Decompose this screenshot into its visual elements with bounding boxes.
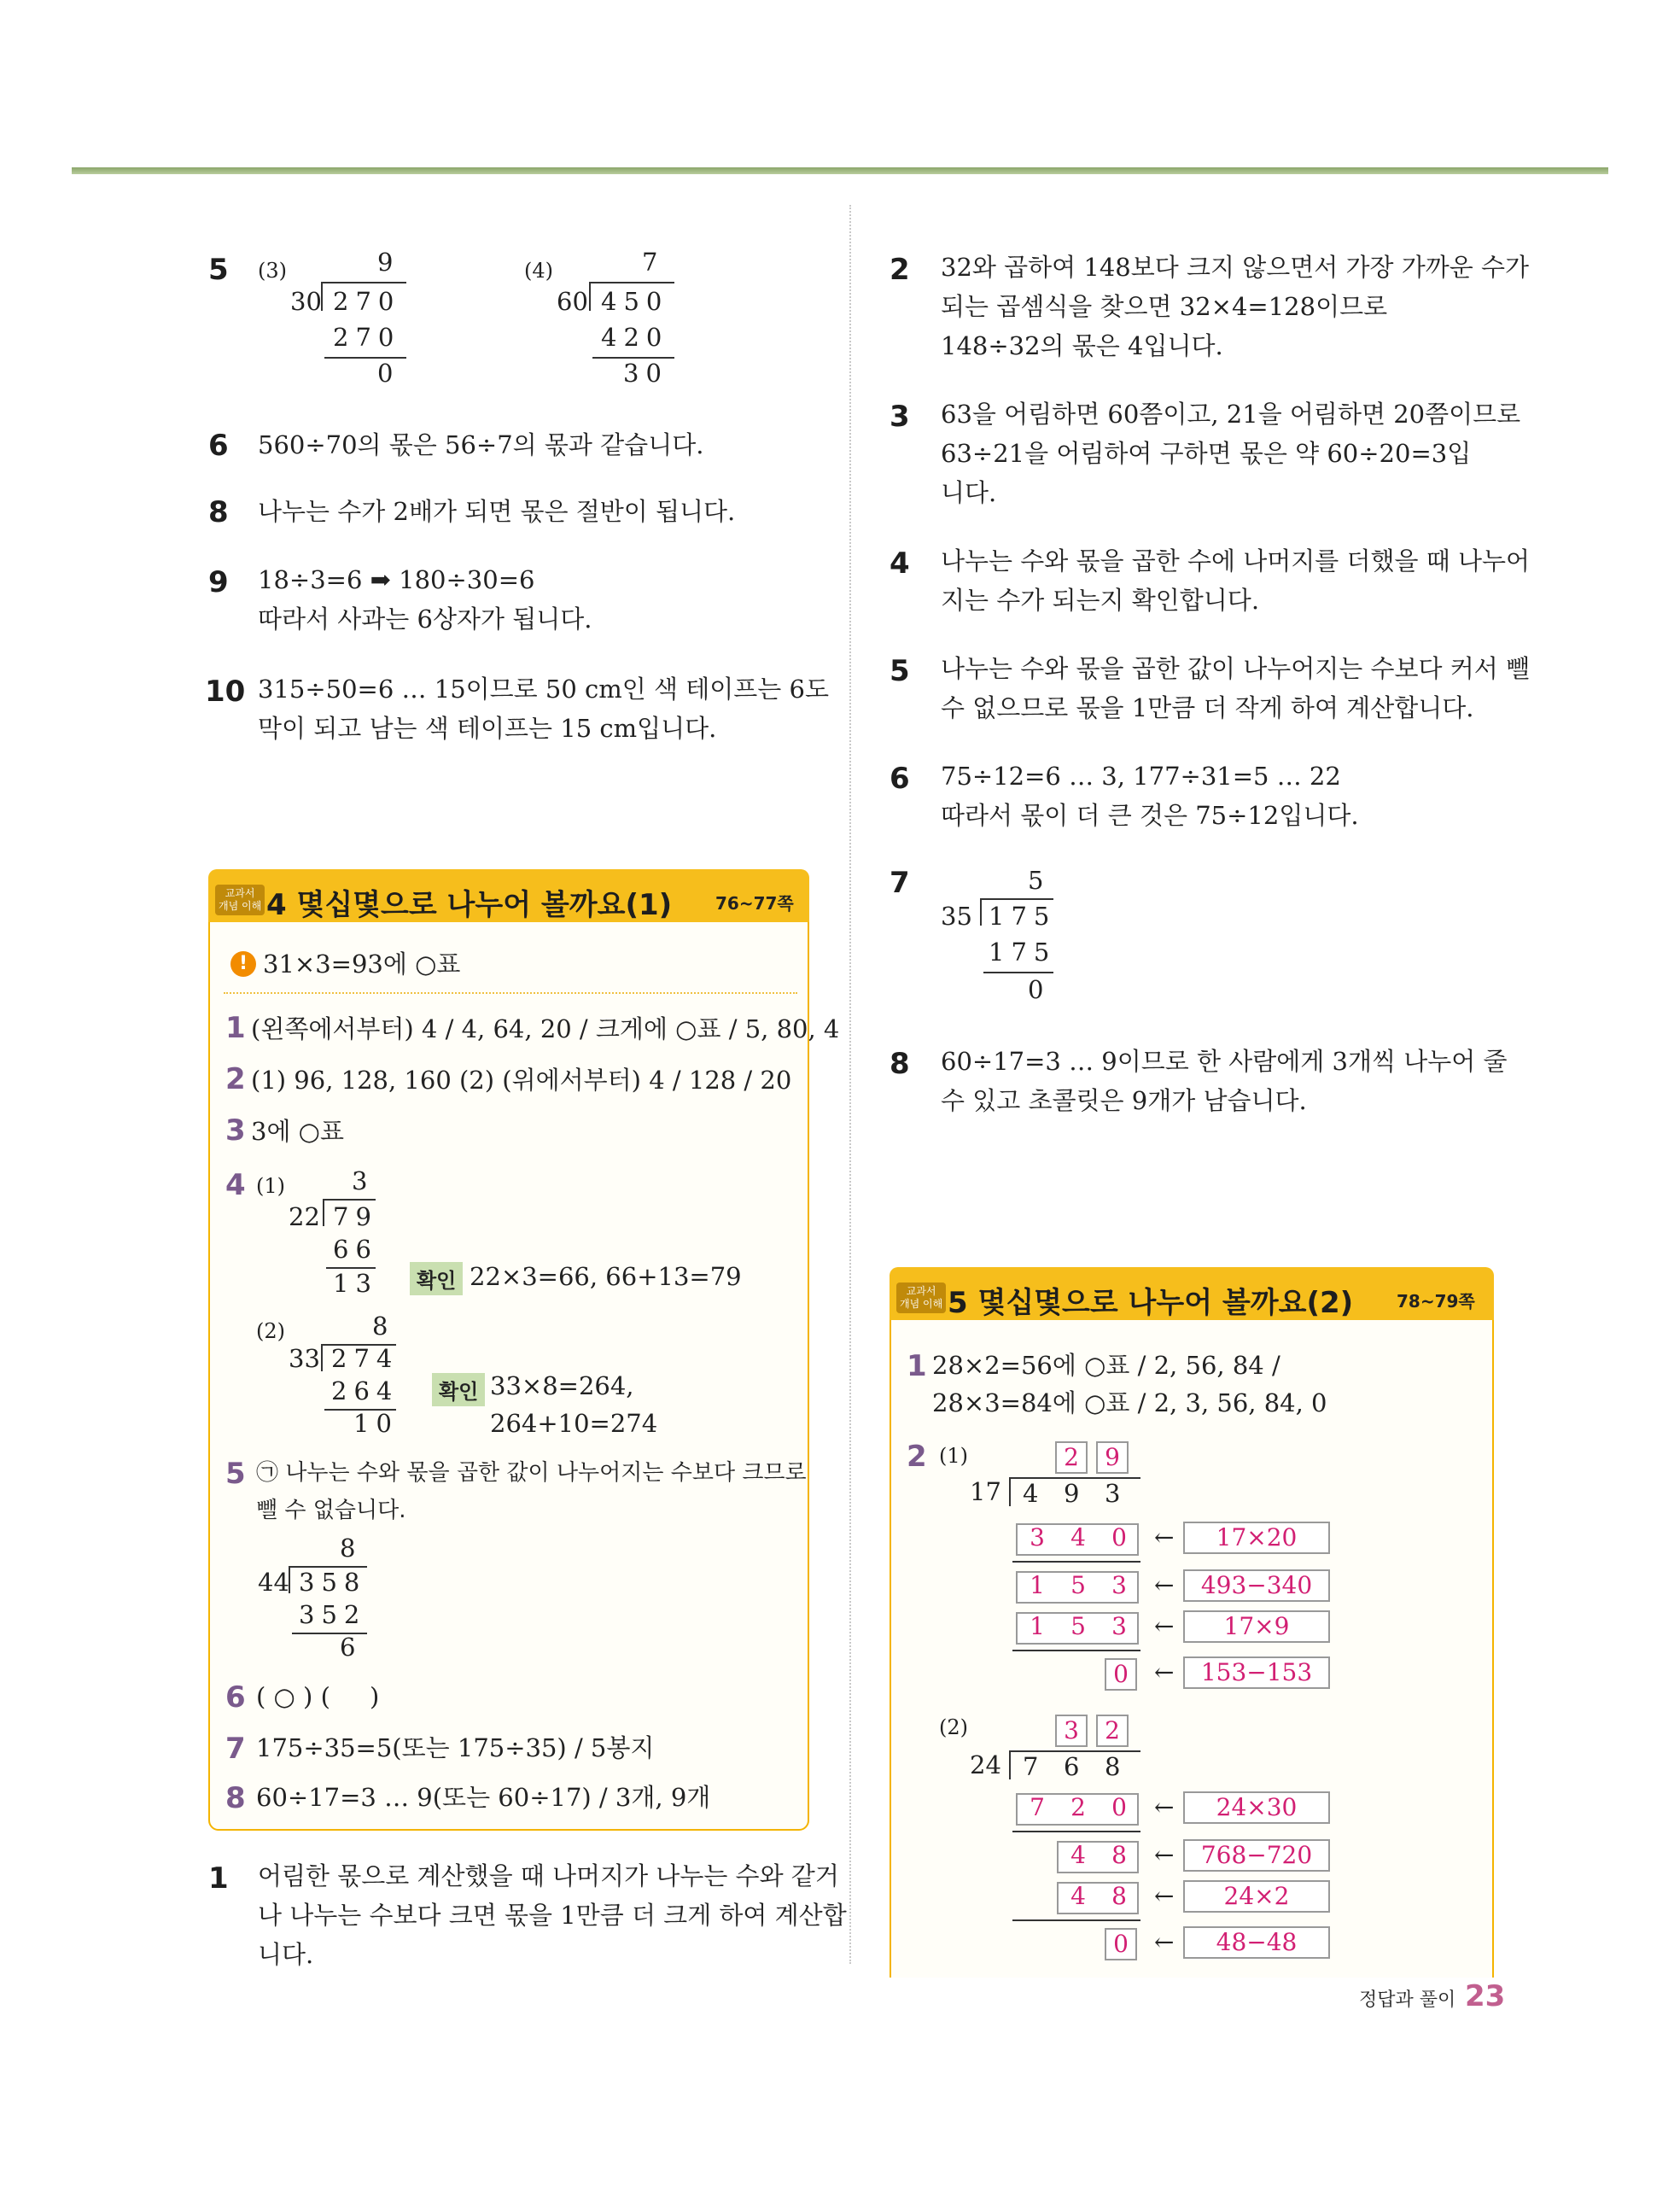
- quotient: 3: [352, 1166, 375, 1195]
- box-title: 4 몇십몇으로 나누어 볼까요(1): [266, 888, 673, 922]
- problem-text: 어림한 몫으로 계산했을 때 나머지가 나누는 수와 같거: [258, 1861, 839, 1890]
- question-number: 2: [225, 1062, 246, 1096]
- division-bar: [589, 282, 674, 283]
- answer-digit-box: 9: [1096, 1441, 1129, 1474]
- expression-label: 24×30: [1183, 1791, 1330, 1824]
- exclamation-icon: !: [230, 951, 256, 977]
- digit: 0: [1111, 1523, 1127, 1551]
- question-answer: ㉠ 나누는 수와 몫을 곱한 값이 나누어지는 수보다 크므로: [256, 1460, 807, 1486]
- problem-text: 32와 곱하여 148보다 크지 않으면서 가장 가까운 수가: [941, 253, 1530, 282]
- dividend: 79: [333, 1202, 378, 1231]
- problem-number: 3: [890, 400, 910, 434]
- expression-label: 48−48: [1183, 1926, 1330, 1959]
- left-arrow-icon: ←: [1154, 1571, 1175, 1599]
- problem-number: 6: [890, 762, 910, 796]
- division-bracket: [589, 282, 591, 311]
- division-bar: [980, 898, 1053, 900]
- answer-digit-box: 2: [1096, 1715, 1129, 1747]
- expression-label: 493−340: [1183, 1569, 1330, 1602]
- problem-text: 63÷21을 어림하여 구하면 몫은 약 60÷20=3입: [941, 439, 1472, 468]
- problem-text: 나누는 수와 몫을 곱한 값이 나누어지는 수보다 커서 뺄: [941, 654, 1531, 683]
- problem-number: 5: [208, 253, 229, 287]
- question-number: 5: [225, 1457, 246, 1491]
- sub-label: (1): [939, 1444, 968, 1468]
- top-rule: [72, 167, 1608, 174]
- dotted-separator: [224, 992, 797, 994]
- question-answer: 175÷35=5(또는 175÷35) / 5봉지: [256, 1733, 655, 1762]
- question-answer: (1) 96, 128, 160 (2) (위에서부터) 4 / 128 / 20: [251, 1066, 792, 1095]
- divisor: 24: [970, 1750, 1001, 1779]
- question-number: 7: [225, 1732, 246, 1766]
- divisor: 22: [289, 1202, 320, 1231]
- digit: 3: [1030, 1523, 1045, 1551]
- division-bracket: [980, 898, 982, 926]
- expression-label: 24×2: [1183, 1880, 1330, 1913]
- footer-label: 정답과 풀이: [1359, 1989, 1456, 2011]
- subtrahend: 352: [299, 1600, 367, 1629]
- sub-label: (4): [524, 259, 553, 283]
- sub-line: [1012, 1650, 1140, 1651]
- question-answer: ( ○ ) ( ): [256, 1682, 380, 1711]
- question-number: 1: [907, 1349, 927, 1383]
- problem-number: 7: [890, 866, 910, 900]
- division-bracket: [321, 1344, 323, 1371]
- digit: 1: [1030, 1612, 1045, 1640]
- divisor: 35: [941, 902, 972, 931]
- question-number: 4: [225, 1168, 246, 1202]
- sub-label: (2): [256, 1319, 285, 1343]
- remainder: 13: [333, 1269, 378, 1298]
- dividend: 270: [333, 287, 401, 316]
- remainder: 0: [1028, 975, 1051, 1004]
- check-label: 확인: [432, 1373, 485, 1406]
- problem-text: 나누는 수가 2배가 되면 몫은 절반이 됩니다.: [258, 497, 736, 526]
- problem-number: 10: [205, 675, 246, 709]
- digit: 8: [1111, 1882, 1127, 1910]
- page-number: 23: [1465, 1979, 1506, 2013]
- digit: 3: [1111, 1612, 1127, 1640]
- digit: 4: [1070, 1882, 1086, 1910]
- question-number: 1: [225, 1011, 246, 1045]
- expression-label: 17×9: [1183, 1610, 1330, 1643]
- sub-line: [1012, 1831, 1140, 1832]
- box-title: 5 몇십몇으로 나누어 볼까요(2): [948, 1286, 1354, 1320]
- dividend: 450: [601, 287, 669, 316]
- question-answer: 뺄 수 없습니다.: [256, 1498, 406, 1523]
- digit: 3: [1111, 1571, 1127, 1599]
- check-label: 확인: [410, 1262, 463, 1295]
- divisor: 33: [289, 1344, 320, 1373]
- left-arrow-icon: ←: [1154, 1928, 1175, 1956]
- quotient: 5: [1028, 866, 1051, 895]
- problem-number: 4: [890, 546, 910, 581]
- problem-text: 지는 수가 되는지 확인합니다.: [941, 586, 1260, 615]
- left-arrow-icon: ←: [1154, 1793, 1175, 1821]
- division-bracket: [289, 1566, 290, 1593]
- problem-text: 560÷70의 몫은 56÷7의 몫과 같습니다.: [258, 430, 704, 459]
- remainder: 10: [353, 1409, 399, 1438]
- answer-digit-box: 2: [1055, 1441, 1088, 1474]
- problem-text: 수 있고 초콜릿은 9개가 남습니다.: [941, 1086, 1307, 1115]
- division-bracket: [1009, 1750, 1011, 1779]
- question-answer: 3에 ○표: [251, 1117, 345, 1146]
- problem-text: 63을 어림하면 60쯤이고, 21을 어림하면 20쯤이므로: [941, 400, 1521, 429]
- left-arrow-icon: ←: [1154, 1658, 1175, 1686]
- problem-text: 18÷3=6 ➡ 180÷30=6: [258, 565, 535, 594]
- subtrahend: 264: [331, 1376, 400, 1405]
- expression-label: 17×20: [1183, 1522, 1330, 1554]
- division-bracket: [323, 1199, 324, 1226]
- problem-number: 5: [890, 654, 910, 688]
- dividend: 175: [989, 902, 1057, 931]
- question-number: 2: [907, 1440, 927, 1474]
- column-divider: [849, 205, 851, 1964]
- problem-text: 나누는 수와 몫을 곱한 수에 나머지를 더했을 때 나누어: [941, 546, 1531, 576]
- problem-number: 1: [208, 1861, 229, 1896]
- problem-text: 나 나누는 수보다 크면 몫을 1만큼 더 크게 하여 계산합: [258, 1901, 847, 1930]
- check-text: 33×8=264,: [490, 1371, 634, 1400]
- problem-number: 6: [208, 429, 229, 463]
- quotient: 8: [340, 1534, 363, 1563]
- sub-label: (1): [256, 1174, 285, 1198]
- problem-text: 되는 곱셈식을 찾으면 32×4=128이므로: [941, 292, 1388, 321]
- answer-digit-box: 0: [1105, 1658, 1137, 1691]
- problem-text: 니다.: [258, 1940, 314, 1969]
- problem-number: 8: [208, 495, 229, 529]
- division-bracket: [1009, 1477, 1011, 1506]
- dividend: 358: [299, 1568, 367, 1597]
- divisor: 60: [557, 287, 588, 316]
- divisor: 30: [290, 287, 322, 316]
- division-bar: [323, 1199, 376, 1201]
- question-answer: 28×2=56에 ○표 / 2, 56, 84 /: [932, 1351, 1280, 1380]
- subtrahend: 66: [333, 1235, 378, 1264]
- problem-text: 따라서 몫이 더 큰 것은 75÷12입니다.: [941, 801, 1359, 830]
- question-number: 8: [225, 1781, 246, 1815]
- digit: 4: [1070, 1841, 1086, 1869]
- expression-label: 768−720: [1183, 1839, 1330, 1872]
- left-arrow-icon: ←: [1154, 1882, 1175, 1910]
- sub-line: [983, 972, 1053, 973]
- problem-number: 8: [890, 1047, 910, 1081]
- quotient: 9: [377, 248, 400, 277]
- quotient: 7: [642, 248, 665, 277]
- dividend: 274: [331, 1344, 400, 1373]
- question-number: 3: [225, 1113, 246, 1148]
- question-number: 6: [225, 1680, 246, 1715]
- problem-text: 막이 되고 남는 색 테이프는 15 cm입니다.: [258, 714, 717, 743]
- digit: 8: [1111, 1841, 1127, 1869]
- subtrahend: 420: [601, 323, 669, 352]
- remainder: 30: [623, 359, 668, 388]
- problem-text: 75÷12=6 … 3, 177÷31=5 … 22: [941, 762, 1341, 791]
- answer-digit-box: 3: [1055, 1715, 1088, 1747]
- problem-number: 9: [208, 565, 229, 599]
- sub-label: (3): [258, 259, 287, 283]
- division-bracket: [321, 282, 323, 311]
- left-arrow-icon: ←: [1154, 1841, 1175, 1869]
- problem-text: 148÷32의 몫은 4입니다.: [941, 331, 1223, 360]
- digit: 5: [1070, 1571, 1086, 1599]
- textbook-badge: 교과서 개념 이해: [215, 885, 265, 915]
- expression-label: 153−153: [1183, 1656, 1330, 1689]
- subtrahend: 175: [989, 938, 1057, 967]
- page-range: 76~77쪽: [715, 893, 794, 914]
- problem-text: 수 없으므로 몫을 1만큼 더 작게 하여 계산합니다.: [941, 693, 1474, 722]
- problem-text: 60÷17=3 … 9이므로 한 사람에게 3개씩 나누어 줄: [941, 1047, 1508, 1076]
- check-text: 264+10=274: [490, 1409, 658, 1438]
- left-arrow-icon: ←: [1154, 1612, 1175, 1640]
- question-answer: (왼쪽에서부터) 4 / 4, 64, 20 / 크게에 ○표 / 5, 80, 4: [251, 1014, 840, 1043]
- digit: 4: [1070, 1523, 1086, 1551]
- problem-number: 2: [890, 253, 910, 287]
- subtrahend: 270: [333, 323, 401, 352]
- digit: 0: [1111, 1793, 1127, 1821]
- digit: 2: [1070, 1793, 1086, 1821]
- problem-text: 315÷50=6 … 15이므로 50 cm인 색 테이프는 6도: [258, 675, 829, 704]
- problem-text: 니다.: [941, 478, 997, 507]
- remainder: 6: [340, 1633, 363, 1662]
- remainder: 0: [377, 359, 400, 388]
- answer-digit-box: 0: [1105, 1928, 1137, 1960]
- digit: 7: [1030, 1793, 1045, 1821]
- divisor: 44: [258, 1568, 289, 1597]
- page-range: 78~79쪽: [1397, 1291, 1475, 1312]
- left-arrow-icon: ←: [1154, 1523, 1175, 1551]
- textbook-badge: 교과서 개념 이해: [896, 1282, 946, 1313]
- sub-line: [1012, 1561, 1140, 1563]
- question-answer: 28×3=84에 ○표 / 2, 3, 56, 84, 0: [932, 1388, 1327, 1417]
- division-bar: [321, 282, 406, 283]
- digit: 5: [1070, 1612, 1086, 1640]
- problem-text: 따라서 사과는 6상자가 됩니다.: [258, 605, 592, 634]
- intro-text: 31×3=93에 ○표: [263, 949, 461, 979]
- sub-line: [1012, 1919, 1140, 1921]
- digit: 1: [1030, 1571, 1045, 1599]
- question-answer: 60÷17=3 … 9(또는 60÷17) / 3개, 9개: [256, 1783, 711, 1812]
- check-text: 22×3=66, 66+13=79: [470, 1262, 742, 1291]
- divisor: 17: [970, 1477, 1001, 1506]
- sub-label: (2): [939, 1715, 968, 1739]
- quotient: 8: [372, 1312, 395, 1341]
